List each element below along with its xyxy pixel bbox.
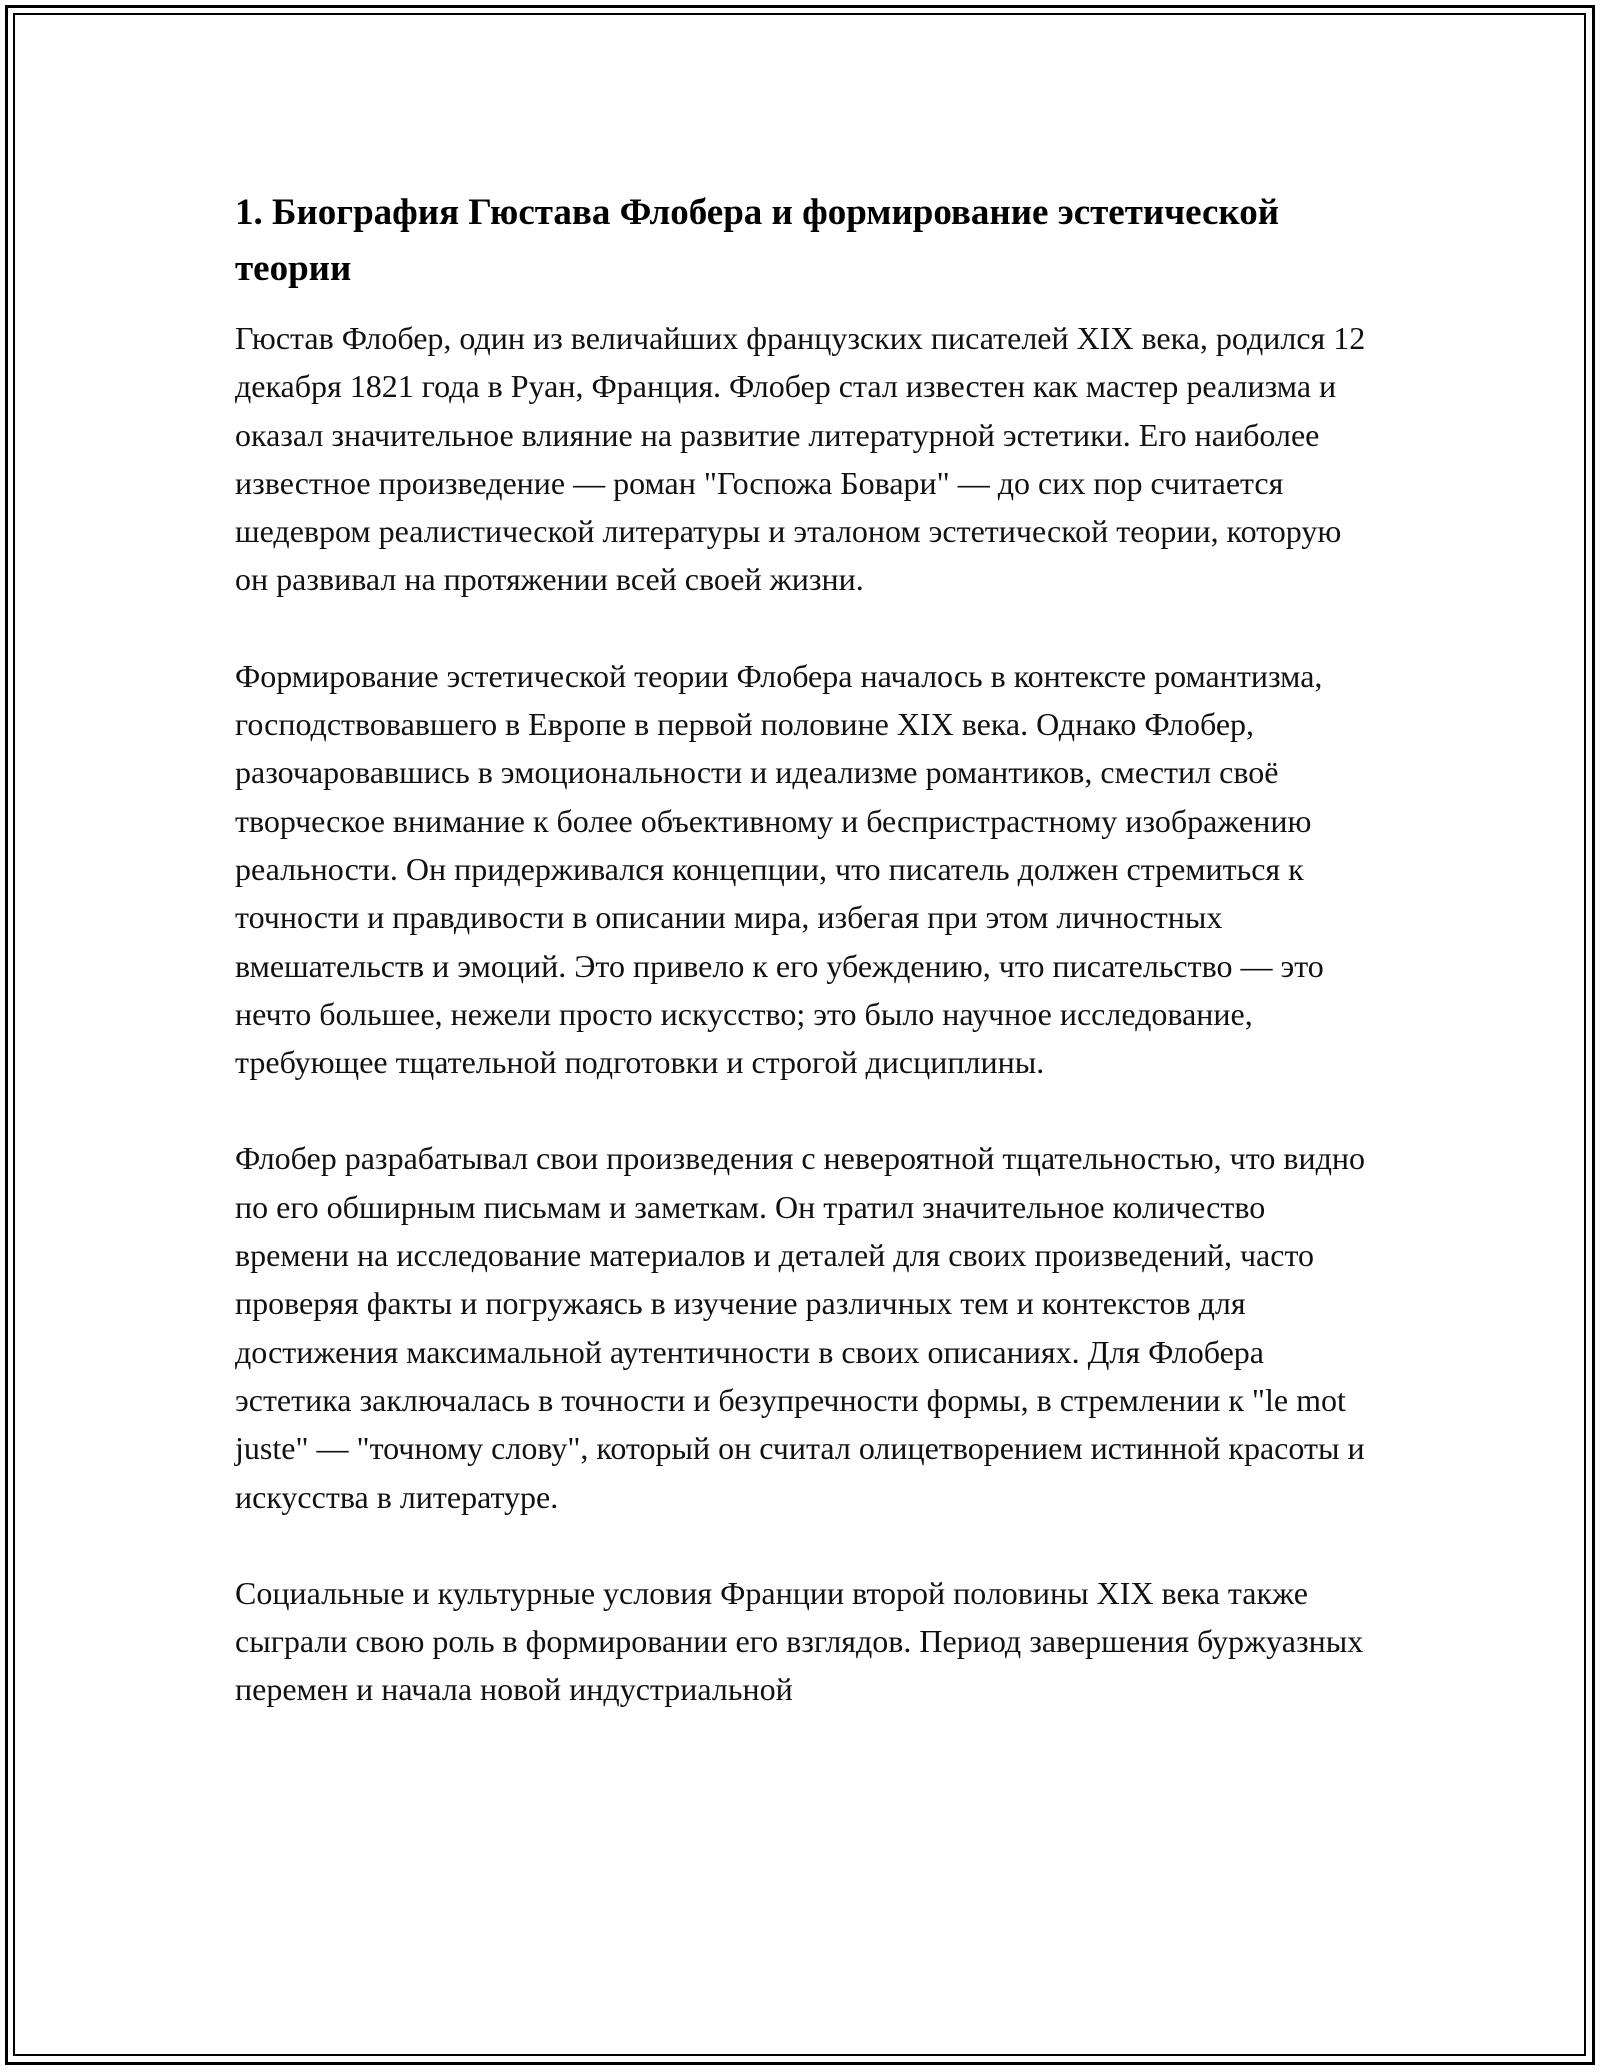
paragraph-aesthetic-theory: Формирование эстетической теории Флобера началось в контексте романтизма, господствовавшего в Европе в первой половине XIX века. Однако Флобер, разочаровавшись в эмоциональности и идеализме романтиков, сместил своё творческое внимание к более объективному и беспристрастному изображению реальности. Он придерживался концепции, что писатель должен стремиться к точности и правдивости в описании мира, избегая при этом личностных вмешательств и эмоций. Это привело к его убеждению, что писательство — это нечто большее, нежели просто искусство; это было научное исследование, требующее тщательной подготовки и строгой дисциплины. [235,657,1324,1081]
section-heading: 1. Биография Гюстава Флобера и формирование эстетической теории [235,192,1280,289]
paragraph-social-conditions: Социальные и культурные условия Франции второй половины XIX века также сыграли свою роль в формировании его взглядов. Период завершения буржуазных перемен и начала новой индустриальной [235,1574,1364,1708]
paragraph-biography: Гюстав Флобер, один из величайших французских писателей XIX века, родился 12 декабря 1821 года в Руан, Франция. Флобер стал известен как мастер реализма и оказал значительное влияние на развитие литературной эстетики. Его наиболее известное произведение — роман "Госпожа Бовари" — до сих пор считается шедевром реалистической литературы и эталоном эстетической теории, которую он развивал на протяжении всей своей жизни. [235,320,1366,598]
paragraph-working-method: Флобер разрабатывал свои произведения с невероятной тщательностью, что видно по его обширным письмам и заметкам. Он тратил значительное количество времени на исследование материалов и деталей для своих произведений, часто проверяя факты и погружаясь в изучение различных тем и контекстов для достижения максимальной аутентичности в своих описаниях. Для Флобера эстетика заключалась в точности и безупречности формы, в стремлении к "le mot juste" — "точному слову", который он считал олицетворением истинной красоты и искусства в литературе. [235,1140,1365,1515]
document-body [235,185,1380,1714]
